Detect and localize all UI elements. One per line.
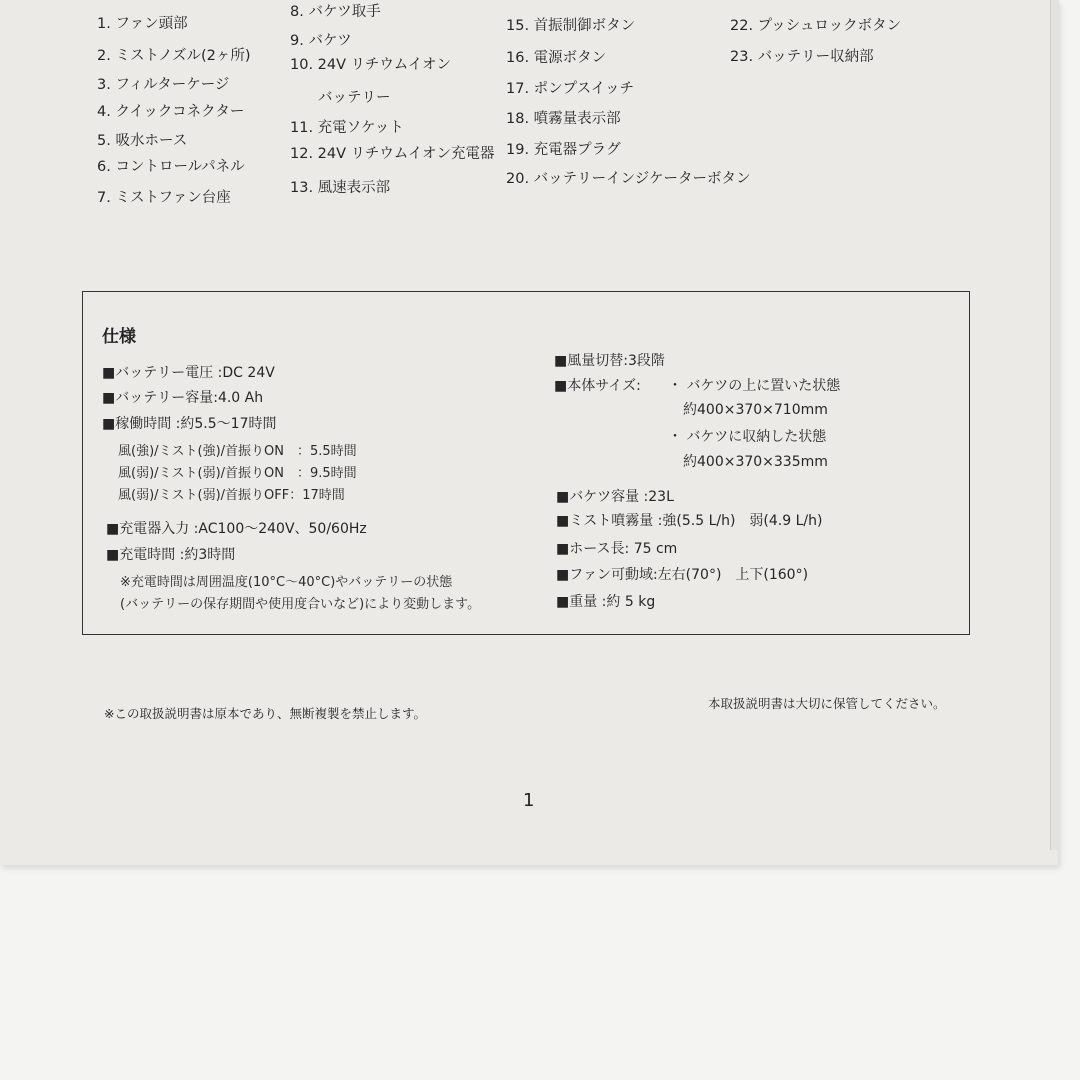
- part-item: 4. クイックコネクター: [97, 104, 245, 120]
- part-item: 7. ミストファン台座: [97, 190, 231, 206]
- part-item: 3. フィルターケージ: [97, 77, 230, 93]
- specs-title: 仕様: [102, 327, 136, 347]
- part-item: バッテリー: [318, 90, 391, 106]
- part-item: 8. バケツ取手: [290, 4, 381, 20]
- spec-fan-range: ■ ファン可動域:左右(70°) 上下(160°): [556, 564, 808, 584]
- part-item: 17. ポンプスイッチ: [506, 81, 635, 97]
- part-item: 16. 電源ボタン: [506, 50, 607, 66]
- spec-size: ■ 本体サイズ:: [554, 375, 641, 395]
- part-item: 5. 吸水ホース: [97, 133, 188, 149]
- part-item: 20. バッテリーインジケーターボタン: [506, 171, 751, 187]
- page-edge: [1050, 0, 1059, 850]
- part-item: 22. プッシュロックボタン: [730, 18, 902, 34]
- spec-mist: ■ ミスト噴霧量 :強(5.5 L/h) 弱(4.9 L/h): [556, 510, 822, 530]
- spec-voltage: ■ バッテリー電圧 :DC 24V: [102, 362, 275, 382]
- charge-note: ※充電時間は周囲温度(10°C～40°C)やバッテリーの状態: [120, 575, 453, 590]
- spec-charge-time: ■ 充電時間 :約3時間: [106, 544, 235, 564]
- runtime-detail: 風(弱)/ミスト(弱)/首振りOFF：17時間: [118, 488, 345, 503]
- part-item: 15. 首振制御ボタン: [506, 18, 636, 34]
- size2-value: 約400×370×335mm: [683, 454, 828, 470]
- size1-label: ・ バケツの上に置いた状態: [668, 378, 841, 394]
- footer-keep-note: 本取扱説明書は大切に保管してください。: [708, 696, 946, 711]
- runtime-detail: 風(強)/ミスト(強)/首振りON ：5.5時間: [118, 444, 357, 459]
- part-item: 9. バケツ: [290, 33, 352, 49]
- runtime-detail: 風(弱)/ミスト(弱)/首振りON ：9.5時間: [118, 466, 357, 481]
- part-item: 23. バッテリー収納部: [730, 49, 874, 65]
- part-item: 12. 24V リチウムイオン充電器: [290, 146, 495, 162]
- part-item: 2. ミストノズル(2ヶ所): [97, 48, 251, 64]
- spec-charger-input: ■ 充電器入力 :AC100～240V、50/60Hz: [106, 518, 367, 538]
- size2-label: ・ バケツに収納した状態: [668, 429, 827, 445]
- part-item: 6. コントロールパネル: [97, 159, 245, 175]
- size1-value: 約400×370×710mm: [683, 402, 828, 418]
- part-item: 18. 噴霧量表示部: [506, 111, 621, 127]
- part-item: 1. ファン頭部: [97, 16, 188, 32]
- spec-hose: ■ ホース長: 75 cm: [556, 538, 677, 558]
- page-number: 1: [523, 790, 535, 811]
- part-item: 11. 充電ソケット: [290, 120, 404, 136]
- spec-capacity: ■ バッテリー容量:4.0 Ah: [102, 387, 263, 407]
- spec-wind: ■ 風量切替:3段階: [554, 350, 665, 370]
- spec-runtime: ■ 稼働時間 :約5.5～17時間: [102, 413, 276, 433]
- spec-weight: ■ 重量 :約 5 kg: [556, 591, 655, 611]
- footer-copyright-note: ※この取扱説明書は原本であり、無断複製を禁止します。: [104, 706, 426, 721]
- spec-bucket: ■ バケツ容量 :23L: [556, 486, 674, 506]
- part-item: 19. 充電器プラグ: [506, 142, 621, 158]
- part-item: 10. 24V リチウムイオン: [290, 57, 451, 73]
- charge-note: (バッテリーの保存期間や使用度合いなど)により変動します。: [120, 597, 481, 612]
- part-item: 13. 風速表示部: [290, 180, 391, 196]
